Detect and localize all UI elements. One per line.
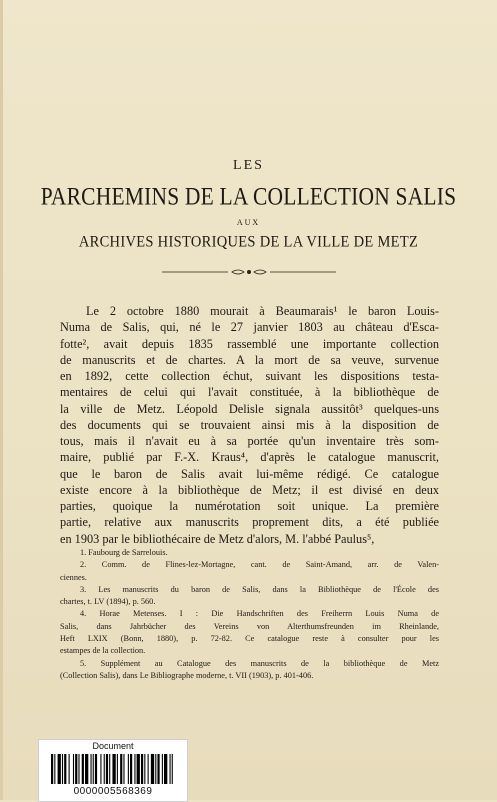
body-line: mentaires de celui qui l'avait constituée, à la bibliothèque de <box>60 385 439 400</box>
footnote-4-cont: estampes de la collection. <box>60 646 146 656</box>
footnote-3: 3. Les manuscrits du baron de Salis, dans la Bibliothèque de l'École des <box>80 584 439 594</box>
barcode-bars <box>51 754 175 784</box>
barcode-bar <box>141 754 143 784</box>
barcode-bar <box>75 754 77 784</box>
barcode-bar <box>78 754 79 784</box>
footnote-5-cont: (Collection Salis), dans Le Bibliographe moderne, t. VII (1903), p. 401-406. <box>60 670 314 680</box>
barcode-bar <box>117 754 118 784</box>
body-line: Numa de Salis, qui, né le 27 janvier 1803 au château d'Esca- <box>60 320 439 335</box>
ornament-divider <box>162 268 336 276</box>
barcode-bar <box>172 754 173 784</box>
page-title: PARCHEMINS DE LA COLLECTION SALIS <box>40 182 457 211</box>
body-line: partie, relative aux manuscrits proprement dits, a été publiée <box>60 515 439 530</box>
body-line: que le baron de Salis avait lui-même rédigé. Ce catalogue <box>60 466 439 481</box>
barcode-bar <box>144 754 145 784</box>
barcode-bar <box>62 754 63 784</box>
title-les: LES <box>233 158 264 173</box>
barcode-bar <box>64 754 66 784</box>
title-aux: AUX <box>236 218 261 227</box>
footnote-2: 2. Comm. de Flines-lez-Mortagne, cant. de Saint-Amand, arr. de Valen- <box>80 560 439 570</box>
barcode-bar <box>164 754 167 784</box>
footnote-4-cont: Heft LXIX (Bonn, 1880), p. 72-82. Ce catalogue reste à consulter pour les <box>60 634 439 644</box>
body-line: existe encore à la bibliothèque de Metz; il est divisé en deux <box>60 482 439 497</box>
barcode-bar <box>100 754 101 784</box>
body-line: en 1903 par le bibliothécaire de Metz d'alors, M. l'abbé Paulus⁵, <box>60 531 375 546</box>
barcode-bar <box>82 754 84 784</box>
barcode-bar <box>148 754 149 784</box>
body-line: des documents qui se trouvaient ainsi mis à la disposition de <box>60 417 439 432</box>
barcode-bar <box>95 754 97 784</box>
barcode-bar <box>123 754 124 784</box>
body-paragraph <box>60 303 439 547</box>
barcode-number: 0000005568369 <box>73 786 153 797</box>
barcode-bar <box>85 754 88 784</box>
barcode-bar <box>120 754 122 784</box>
footnote-5: 5. Supplément au Catalogue des manuscrits de la bibliothèque de Metz <box>80 658 439 668</box>
body-line: maire, publié par F.-X. Kraus⁴, d'après le catalogue manuscrit, <box>60 450 439 465</box>
barcode-sticker <box>38 739 188 802</box>
footnote-2-cont: ciennes. <box>60 572 87 582</box>
barcode-bar <box>155 754 156 784</box>
body-line: Le 2 octobre 1880 mourait à Beaumarais¹ le baron Louis- <box>86 304 439 318</box>
footnote-4: 4. Horae Metenses. I : Die Handschriften des Freiherrn Louis Numa de <box>80 609 439 619</box>
barcode-bar <box>134 754 135 784</box>
barcode-bar <box>51 754 53 784</box>
footnote-3-cont: chartes, t. LV (1894), p. 560. <box>60 597 156 607</box>
barcode-bar <box>109 754 110 784</box>
barcode-bar <box>106 754 108 784</box>
barcode-bar <box>112 754 115 784</box>
barcode-bar <box>157 754 159 784</box>
barcode-bar <box>128 754 129 784</box>
footnote-4-cont: Salis, dans Jahrbücher des Vereins von Alterthumsfreunden im Rheinlande, <box>60 621 439 631</box>
barcode-label: Document <box>92 741 134 751</box>
barcode-bar <box>58 754 61 784</box>
barcode-bar <box>151 754 154 784</box>
footnotes <box>60 547 439 682</box>
body-line: fotte², avait depuis 1835 rassemblé une importante collection <box>60 336 439 351</box>
footnote-1: 1. Faubourg de Sarrelouis. <box>80 548 168 557</box>
body-line: la ville de Metz. Léopold Delisle signala aussitôt³ quelques-uns <box>60 401 439 416</box>
barcode-bar <box>170 754 171 784</box>
barcode-bar <box>104 754 105 784</box>
barcode-bar <box>137 754 140 784</box>
barcode-bar <box>54 754 55 784</box>
barcode-bar <box>162 754 163 784</box>
body-line: tous, mais il n'avait eu à sa portée qu'un inventaire très som- <box>60 434 439 448</box>
page-edge <box>0 0 3 800</box>
barcode-bar <box>91 754 92 784</box>
barcode-bar <box>130 754 132 784</box>
barcode-bar <box>73 754 74 784</box>
barcode-bar <box>69 754 70 784</box>
body-line: parties, quoique la numérotation soit unique. La première <box>60 499 439 513</box>
page-subtitle: ARCHIVES HISTORIQUES DE LA VILLE DE METZ <box>78 233 419 251</box>
body-line: de manuscrits et de chartes. A la mort de sa veuve, survenue <box>60 352 439 367</box>
barcode-bar <box>93 754 94 784</box>
body-line: en 1892, cette collection échut, suivant les dispositions testa- <box>60 369 439 383</box>
